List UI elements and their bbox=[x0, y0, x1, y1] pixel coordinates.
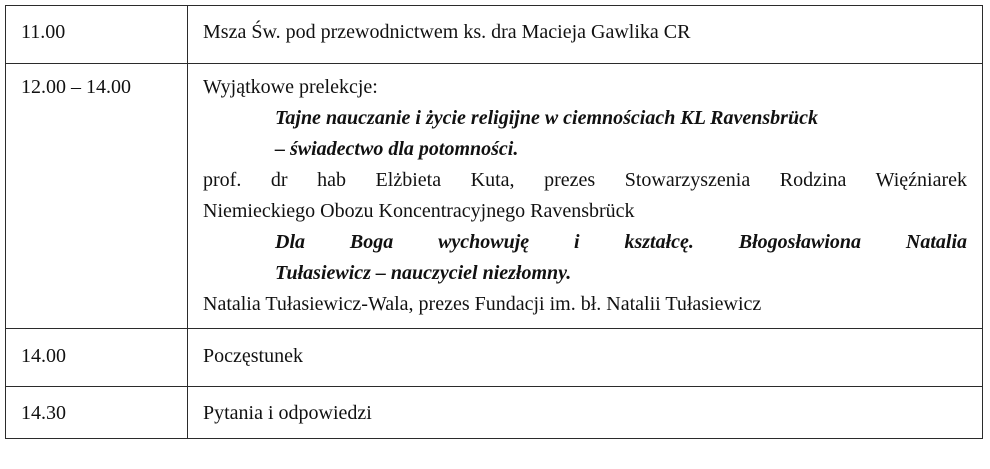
schedule-row bbox=[6, 64, 983, 329]
description-text: Msza Św. pod przewodnictwem ks. dra Macieja Gawlika CR bbox=[203, 21, 691, 43]
speaker-line: Niemieckiego Obozu Koncentracyjnego Ravensbrück bbox=[203, 200, 635, 222]
talk-speaker bbox=[203, 165, 967, 227]
description-cell bbox=[188, 329, 983, 387]
time-cell bbox=[6, 6, 188, 64]
time-cell bbox=[6, 64, 188, 329]
lectures-intro: Wyjątkowe prelekcje: bbox=[203, 76, 378, 98]
talk-title bbox=[203, 103, 967, 165]
time-text: 12.00 – 14.00 bbox=[21, 76, 131, 98]
schedule-row bbox=[6, 6, 983, 64]
talk-title-line: Tułasiewicz – nauczyciel niezłomny. bbox=[275, 262, 572, 284]
talk-title-line: Tajne nauczanie i życie religijne w ciemnościach KL Ravensbrück bbox=[275, 107, 818, 129]
talk-speaker bbox=[203, 289, 967, 320]
description-cell bbox=[188, 64, 983, 329]
schedule-table bbox=[5, 5, 983, 439]
talk-title bbox=[203, 227, 967, 289]
speaker-line: Natalia Tułasiewicz-Wala, prezes Fundacji im. bł. Natalii Tułasiewicz bbox=[203, 293, 762, 315]
time-text: 11.00 bbox=[21, 21, 66, 43]
time-text: 14.00 bbox=[21, 345, 66, 367]
description-text: Poczęstunek bbox=[203, 345, 303, 367]
talk-title-line: Dla Boga wychowuję i kształcę. Błogosławiona Natalia bbox=[275, 231, 967, 253]
description-text: Pytania i odpowiedzi bbox=[203, 402, 372, 424]
time-text: 14.30 bbox=[21, 402, 66, 424]
time-cell bbox=[6, 329, 188, 387]
schedule-row bbox=[6, 329, 983, 387]
description-cell bbox=[188, 387, 983, 439]
schedule-row bbox=[6, 387, 983, 439]
time-cell bbox=[6, 387, 188, 439]
description-cell bbox=[188, 6, 983, 64]
speaker-line: prof. dr hab Elżbieta Kuta, prezes Stowarzyszenia Rodzina Więźniarek bbox=[203, 169, 967, 191]
talk-title-line: – świadectwo dla potomności. bbox=[275, 138, 519, 160]
